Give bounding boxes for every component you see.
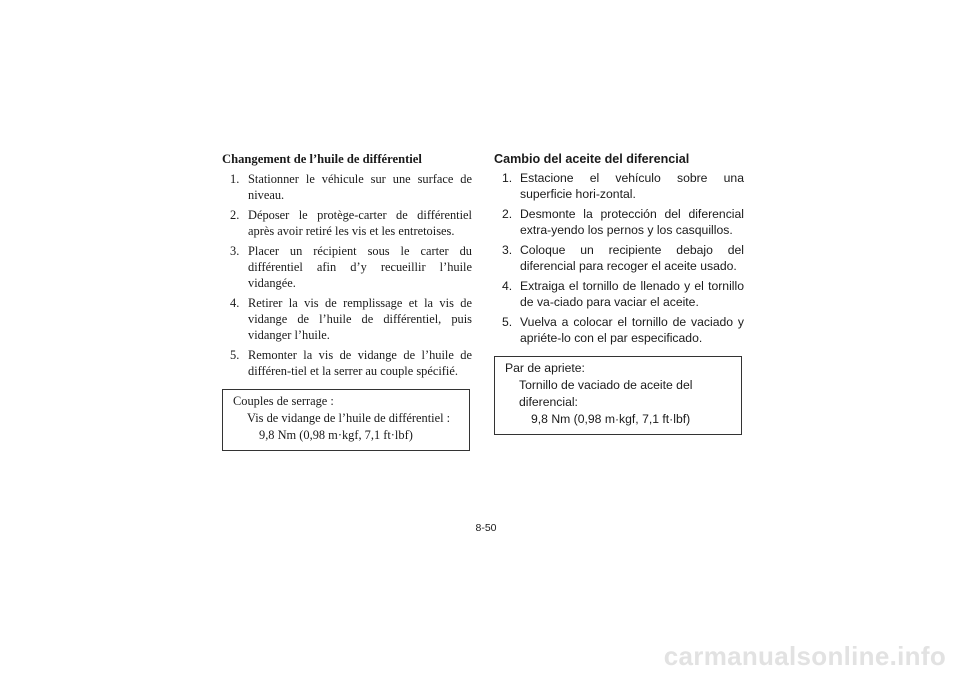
french-heading: Changement de l’huile de différentiel (222, 152, 422, 166)
spanish-torque-spec-box (494, 356, 742, 435)
step-text: Coloque un recipiente debajo del diferencial para recoger el aceite usado. (520, 243, 744, 273)
spec-box-item: Tornillo de vaciado de aceite del diferencial: (519, 378, 693, 409)
step-number: 4. (502, 279, 513, 293)
spec-box-title: Par de apriete: (505, 361, 585, 375)
step-text: Stationner le véhicule sur une surface de niveau. (248, 172, 472, 202)
french-step (222, 295, 472, 343)
spec-box-value: 9,8 Nm (0,98 m·kgf, 7,1 ft·lbf) (259, 428, 413, 442)
spanish-column (494, 152, 744, 435)
step-number: 3. (502, 243, 513, 257)
watermark: carmanualsonline.info (663, 641, 946, 671)
spanish-steps (494, 170, 744, 346)
french-step (222, 207, 472, 239)
step-text: Placer un récipient sous le carter du différentiel afin d’y recueillir l’huile vidangée. (248, 244, 472, 290)
step-text: Remonter la vis de vidange de l’huile de différen-tiel et la serrer au couple spécifié. (248, 348, 472, 378)
french-step (222, 347, 472, 379)
step-number: 1. (230, 172, 240, 186)
french-torque-spec-box (222, 389, 470, 451)
french-step (222, 171, 472, 203)
step-text: Retirer la vis de remplissage et la vis de vidange de l’huile de différentiel, puis vidanger l’huile. (248, 296, 472, 342)
step-text: Estacione el vehículo sobre una superficie hori-zontal. (520, 171, 744, 201)
step-number: 1. (502, 171, 513, 185)
spec-box-value: 9,8 Nm (0,98 m·kgf, 7,1 ft·lbf) (531, 412, 691, 426)
step-number: 2. (230, 208, 240, 222)
french-step (222, 243, 472, 291)
spec-box-title: Couples de serrage : (233, 394, 334, 408)
spanish-step (494, 170, 744, 202)
step-number: 5. (502, 315, 513, 329)
step-text: Déposer le protège-carter de différentiel après avoir retiré les vis et les entretoises. (248, 208, 472, 238)
page-number: 8-50 (475, 522, 497, 534)
step-number: 3. (230, 244, 240, 258)
spanish-step (494, 314, 744, 346)
step-number: 5. (230, 348, 240, 362)
french-steps (222, 171, 472, 379)
step-number: 2. (502, 207, 513, 221)
step-text: Vuelva a colocar el tornillo de vaciado y apriéte-lo con el par especificado. (520, 315, 744, 345)
step-number: 4. (230, 296, 240, 310)
spec-box-item: Vis de vidange de l’huile de différentiel : (247, 411, 451, 425)
spanish-step (494, 206, 744, 238)
spanish-heading: Cambio del aceite del diferencial (494, 152, 690, 166)
spanish-step (494, 242, 744, 274)
step-text: Extraiga el tornillo de llenado y el tornillo de va-ciado para vaciar el aceite. (520, 279, 744, 309)
spanish-step (494, 278, 744, 310)
step-text: Desmonte la protección del diferencial extra-yendo los pernos y los casquillos. (520, 207, 744, 237)
french-column (222, 152, 472, 451)
